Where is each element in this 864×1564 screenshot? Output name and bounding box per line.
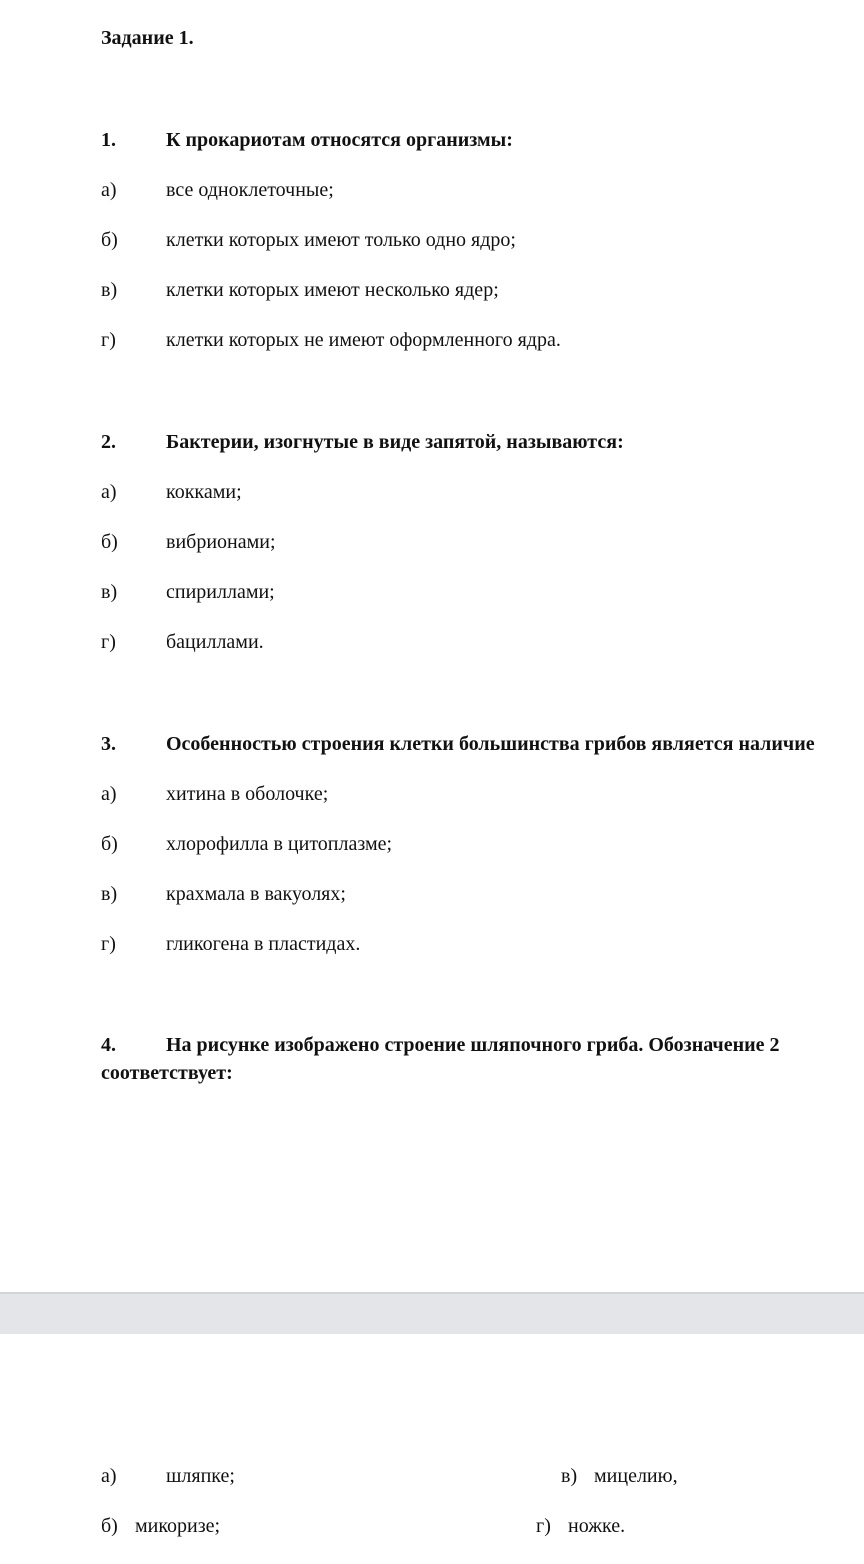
question-1-option-v-label: в) bbox=[101, 279, 118, 301]
question-3-option-a-label: а) bbox=[101, 783, 117, 805]
question-1-option-b-label: б) bbox=[101, 229, 118, 251]
question-2-option-b-label: б) bbox=[101, 531, 118, 553]
question-3-option-v: крахмала в вакуолях; bbox=[166, 883, 346, 905]
question-3-option-g: гликогена в пластидах. bbox=[166, 933, 361, 955]
question-1-option-b: клетки которых имеют только одно ядро; bbox=[166, 229, 516, 251]
question-1-option-a: все одноклеточные; bbox=[166, 179, 334, 201]
task-title: Задание 1. bbox=[101, 27, 194, 49]
question-3-number: 3. bbox=[101, 733, 116, 755]
question-4-text-line-1: На рисунке изображено строение шляпочного гриба. Обозначение 2 bbox=[166, 1034, 780, 1056]
question-2-text: Бактерии, изогнутые в виде запятой, называются: bbox=[166, 431, 624, 453]
question-4-option-v: мицелию, bbox=[594, 1465, 678, 1487]
question-2-option-b: вибрионами; bbox=[166, 531, 276, 553]
question-1-number: 1. bbox=[101, 129, 116, 151]
question-2-option-a: кокками; bbox=[166, 481, 242, 503]
question-2-option-g-label: г) bbox=[101, 631, 116, 653]
question-3-text: Особенностью строения клетки большинства грибов является наличие bbox=[166, 733, 815, 755]
question-4-option-b-label: б) bbox=[101, 1515, 118, 1537]
question-3-option-g-label: г) bbox=[101, 933, 116, 955]
question-1-text: К прокариотам относятся организмы: bbox=[166, 129, 513, 151]
question-2-option-v-label: в) bbox=[101, 581, 118, 603]
question-3-option-v-label: в) bbox=[101, 883, 118, 905]
question-1-option-v: клетки которых имеют несколько ядер; bbox=[166, 279, 499, 301]
question-3-option-b-label: б) bbox=[101, 833, 118, 855]
document-page-2 bbox=[0, 1334, 864, 1564]
question-3-option-a: хитина в оболочке; bbox=[166, 783, 329, 805]
question-4-option-v-label: в) bbox=[561, 1465, 578, 1487]
question-1-option-g-label: г) bbox=[101, 329, 116, 351]
question-1-option-a-label: а) bbox=[101, 179, 117, 201]
question-3-option-b: хлорофилла в цитоплазме; bbox=[166, 833, 393, 855]
question-2-number: 2. bbox=[101, 431, 116, 453]
question-4-option-g: ножке. bbox=[568, 1515, 626, 1537]
question-2-option-v: спириллами; bbox=[166, 581, 275, 603]
question-4-option-a: шляпке; bbox=[166, 1465, 235, 1487]
question-2-option-a-label: а) bbox=[101, 481, 117, 503]
question-4-number: 4. bbox=[101, 1034, 116, 1056]
question-1-option-g: клетки которых не имеют оформленного ядра. bbox=[166, 329, 561, 351]
question-4-option-g-label: г) bbox=[536, 1515, 551, 1537]
page-gap bbox=[0, 1292, 864, 1334]
question-4-option-b: микоризе; bbox=[135, 1515, 221, 1537]
question-4-option-a-label: а) bbox=[101, 1465, 117, 1487]
question-4-text-line-2: соответствует: bbox=[101, 1062, 233, 1084]
question-2-option-g: бациллами. bbox=[166, 631, 264, 653]
